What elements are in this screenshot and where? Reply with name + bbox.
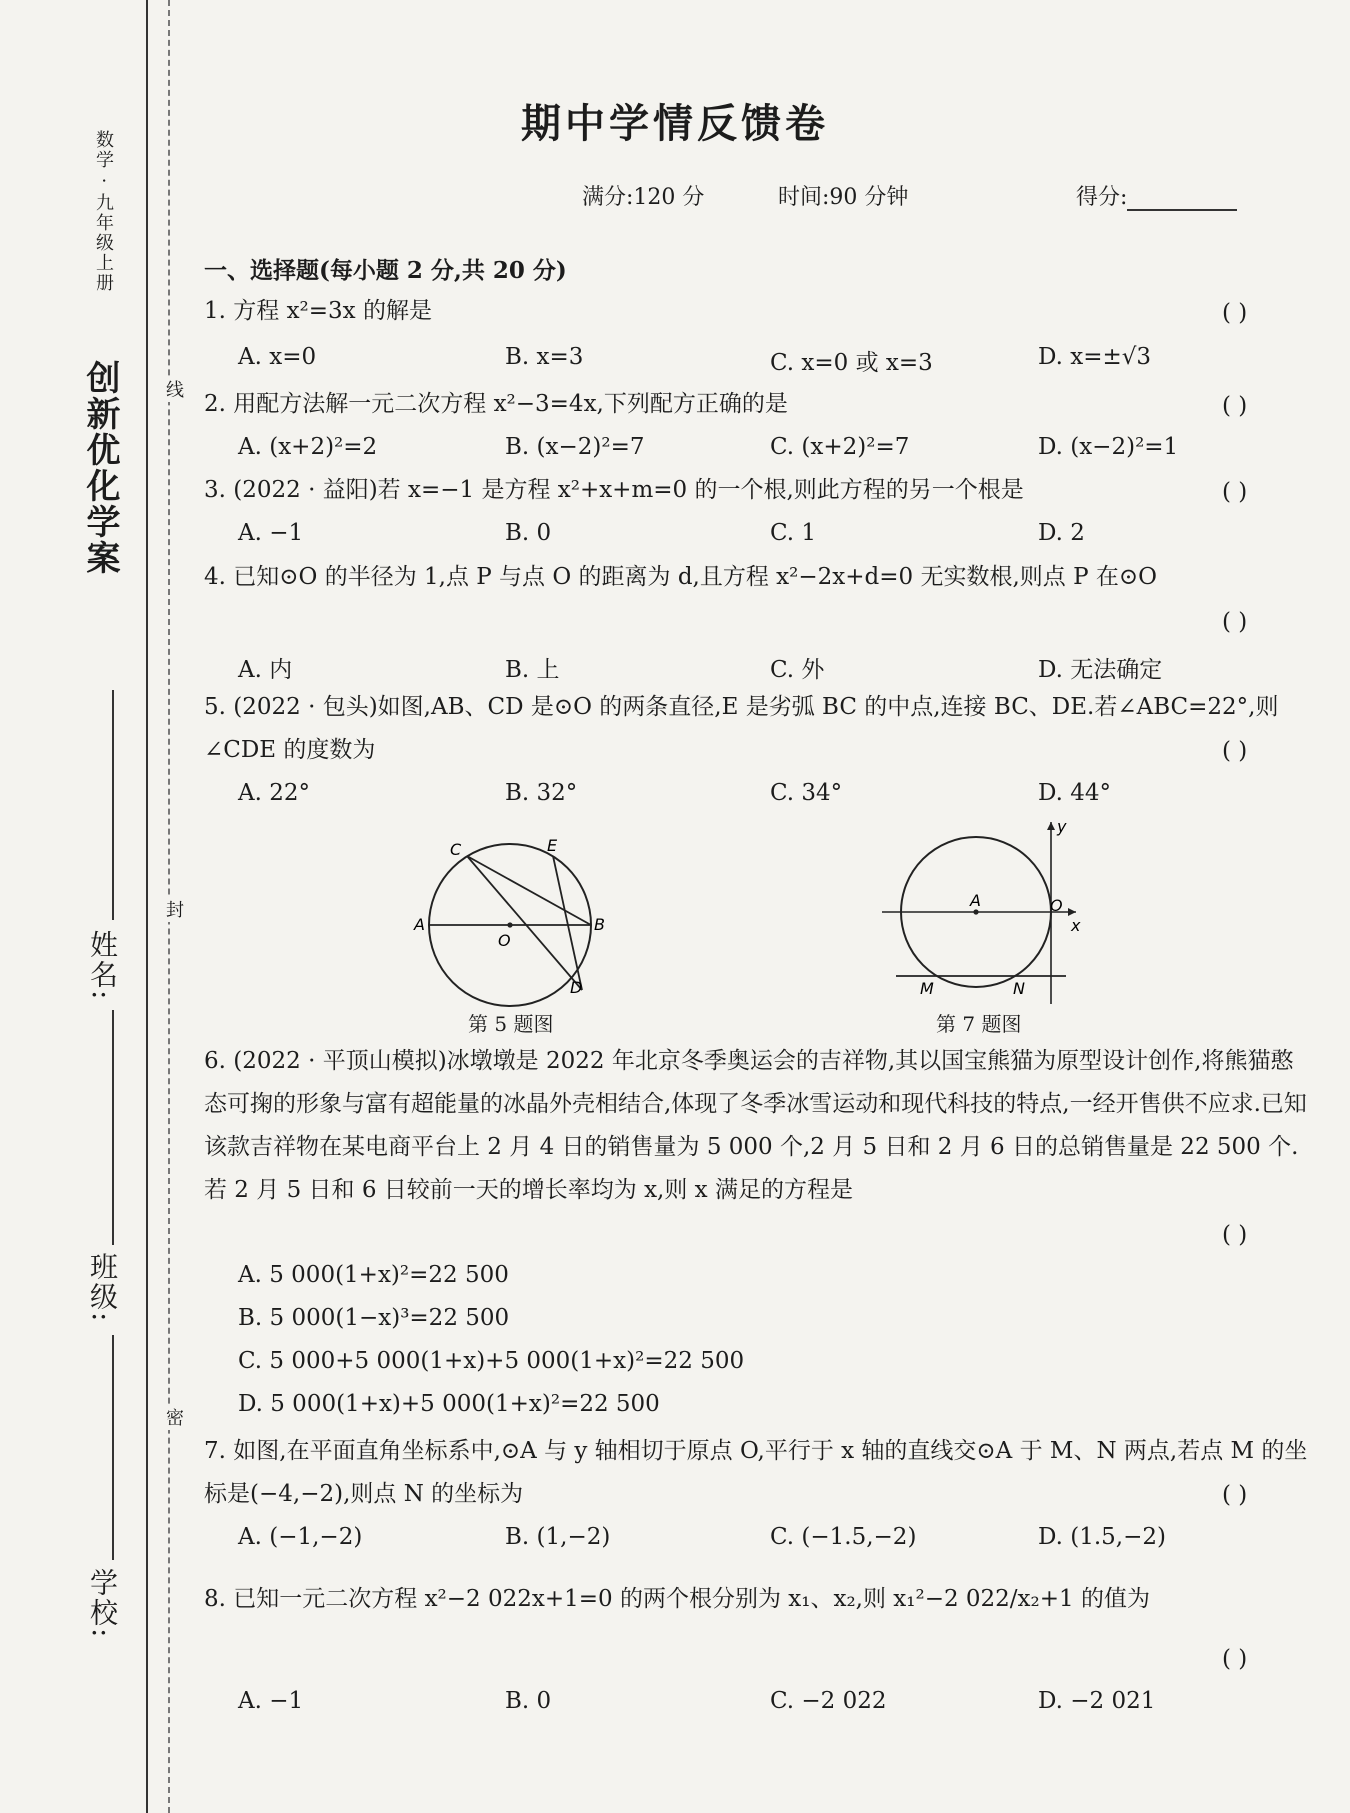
q7-option-c[interactable]: C. (−1.5,−2) [770,1524,917,1550]
fig7-y-arrow [1047,822,1055,830]
score-blank[interactable] [1127,187,1237,211]
q7-option-b[interactable]: B. (1,−2) [505,1524,611,1550]
fig5-label-c: C [450,840,462,859]
fig7-label-y: y [1057,818,1067,836]
seal-char-seal: 封 [160,896,186,922]
fig7-label-n: N [1013,979,1025,998]
q5-option-b[interactable]: B. 32° [505,780,578,806]
answer-paren-5[interactable]: ( ) [1222,738,1248,764]
q7-option-d[interactable]: D. (1.5,−2) [1038,1524,1166,1550]
fig5-label-e: E [547,836,558,855]
field-class-label: 班级: [86,1252,119,1324]
q8-option-a[interactable]: A. −1 [238,1688,304,1714]
book-title: 创新优化学案 [80,360,120,576]
field-school-label: 学校: [86,1568,119,1640]
score-field [1076,180,1237,211]
exam-time: 时间:90 分钟 [778,185,909,210]
fig5-label-o: O [498,931,511,950]
q3-option-a[interactable]: A. −1 [238,520,304,546]
page-title: 期中学情反馈卷 [521,100,829,147]
q2-option-c[interactable]: C. (x+2)²=7 [770,434,910,460]
book-subtitle: 数学 · 九年级上册 [93,130,114,294]
field-name-blank[interactable] [112,690,114,920]
q3-option-b[interactable]: B. 0 [505,520,552,546]
fig5-chord-bc [467,856,591,925]
fig7-label-a: A [970,891,981,910]
fig7-x-arrow [1068,908,1076,916]
answer-paren-1[interactable]: ( ) [1222,300,1248,326]
question-8-stem: 8. 已知一元二次方程 x²−2 022x+1=0 的两个根分别为 x₁、x₂,则 x₁²−2 022/x₂+1 的值为 [204,1586,1150,1612]
question-2-stem: 2. 用配方法解一元二次方程 x²−3=4x,下列配方正确的是 [204,391,788,417]
q5-option-d[interactable]: D. 44° [1038,780,1112,806]
q6-option-d[interactable]: D. 5 000(1+x)+5 000(1+x)²=22 500 [238,1391,660,1417]
strip-rule [146,0,148,1813]
figure-5-caption: 第 5 题图 [468,1012,554,1036]
q5-option-c[interactable]: C. 34° [770,780,843,806]
field-school-blank[interactable] [112,1335,114,1560]
fig7-center-dot [973,909,978,914]
answer-paren-7[interactable]: ( ) [1222,1482,1248,1508]
q1-option-a[interactable]: A. x=0 [238,344,317,370]
q7-option-a[interactable]: A. (−1,−2) [238,1524,363,1550]
question-5-stem: 5. (2022 · 包头)如图,AB、CD 是⊙O 的两条直径,E 是劣弧 BC 的中点,连接 BC、DE.若∠ABC=22°,则∠CDE 的度数为 [204,694,1279,763]
q5-option-a[interactable]: A. 22° [238,780,310,806]
answer-paren-8[interactable]: ( ) [1222,1646,1248,1672]
answer-paren-2[interactable]: ( ) [1222,393,1248,419]
question-3-stem: 3. (2022 · 益阳)若 x=−1 是方程 x²+x+m=0 的一个根,则此方程的另一个根是 [204,477,1024,503]
q4-option-d[interactable]: D. 无法确定 [1038,657,1163,683]
fig5-center-dot [507,922,512,927]
q8-option-c[interactable]: C. −2 022 [770,1688,887,1714]
fig7-label-m: M [920,979,934,998]
section-heading: 一、选择题(每小题 2 分,共 20 分) [204,257,567,284]
question-1-stem: 1. 方程 x²=3x 的解是 [204,298,432,324]
figure-7-caption: 第 7 题图 [936,1012,1022,1036]
answer-paren-3[interactable]: ( ) [1222,479,1248,505]
q1-option-b[interactable]: B. x=3 [505,344,584,370]
full-score: 满分:120 分 [582,185,705,210]
q8-option-b[interactable]: B. 0 [505,1688,552,1714]
q4-option-a[interactable]: A. 内 [238,657,293,683]
fig5-label-d: D [570,978,583,997]
q3-option-d[interactable]: D. 2 [1038,520,1085,546]
q4-option-c[interactable]: C. 外 [770,657,825,683]
q6-option-a[interactable]: A. 5 000(1+x)²=22 500 [238,1262,509,1288]
seal-char-line: 线 [160,376,186,402]
fig5-label-a: A [414,915,425,934]
answer-paren-4[interactable]: ( ) [1222,609,1248,635]
q2-option-a[interactable]: A. (x+2)²=2 [238,434,378,460]
q2-option-d[interactable]: D. (x−2)²=1 [1038,434,1179,460]
field-name-label: 姓名: [86,930,119,1002]
q2-option-b[interactable]: B. (x−2)²=7 [505,434,645,460]
question-6-stem: 6. (2022 · 平顶山模拟)冰墩墩是 2022 年北京冬季奥运会的吉祥物,其以国宝熊猫为原型设计创作,将熊猫憨态可掬的形象与富有超能量的冰晶外壳相结合,体现了冬季冰雪运动和现代科技的特点,一经开售供不应求.已知该款吉祥物在某电商平台上 2 月 4 日的销售量为 5 000 个,2 月 5 日和 2 月 6 日的总销售量是 22 500 个.若 2 月 5 日和 6 日较前一天的增长率均为 x,则 x 满足的方程是 [204,1048,1307,1203]
score-label: 得分: [1076,185,1128,210]
fig5-chord-de [553,856,582,990]
q3-option-c[interactable]: C. 1 [770,520,817,546]
q4-option-b[interactable]: B. 上 [505,657,560,683]
q8-option-d[interactable]: D. −2 021 [1038,1688,1156,1714]
figure-7 [876,818,1096,1008]
fig7-label-o: O [1050,896,1063,915]
q1-option-c[interactable]: C. x=0 或 x=3 [770,350,933,376]
q6-option-c[interactable]: C. 5 000+5 000(1+x)+5 000(1+x)²=22 500 [238,1348,745,1374]
question-7-stem: 7. 如图,在平面直角坐标系中,⊙A 与 y 轴相切于原点 O,平行于 x 轴的直线交⊙A 于 M、N 两点,若点 M 的坐标是(−4,−2),则点 N 的坐标为 [204,1438,1308,1507]
fig5-label-b: B [594,915,605,934]
q1-option-d[interactable]: D. x=±√3 [1038,344,1152,370]
question-4-stem: 4. 已知⊙O 的半径为 1,点 P 与点 O 的距离为 d,且方程 x²−2x+d=0 无实数根,则点 P 在⊙O [204,564,1157,590]
fig5-diameter-cd [467,856,582,990]
figure-5 [410,830,620,1010]
field-class-blank[interactable] [112,1010,114,1245]
seal-char-secret: 密 [160,1404,186,1430]
q6-option-b[interactable]: B. 5 000(1−x)³=22 500 [238,1305,510,1331]
answer-paren-6[interactable]: ( ) [1222,1222,1248,1248]
fig7-label-x: x [1071,916,1081,935]
